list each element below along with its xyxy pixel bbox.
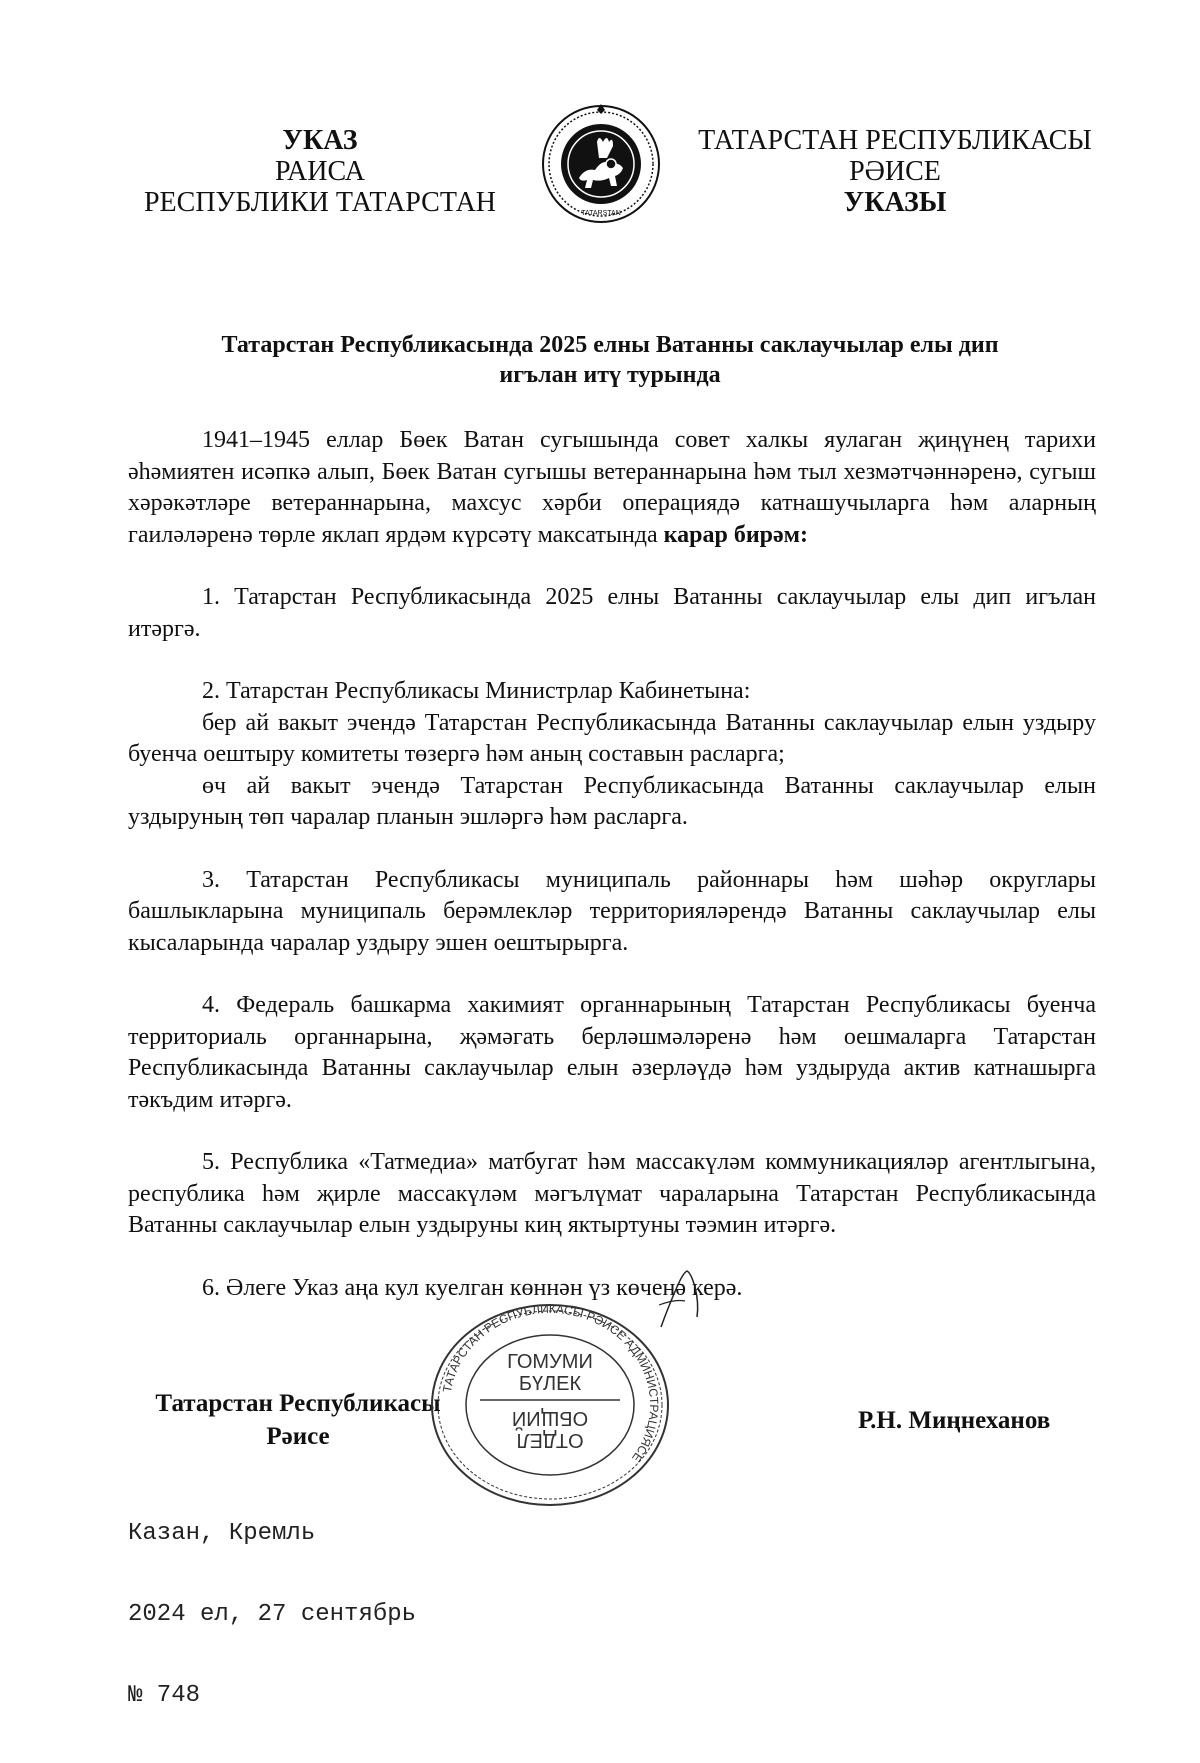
place-date-block bbox=[128, 1466, 416, 1763]
preamble-paragraph bbox=[128, 425, 1096, 551]
header-left-line-3: РЕСПУБЛИКИ ТАТАРСТАН bbox=[143, 187, 497, 218]
item-3: 3. Татарстан Республикасы муниципаль районнары һәм шәһәр округлары башлыкларына муниципаль берәмлекләр территорияләрендә Ватанны саклаучылар елы кысаларында чаралар уздыру эшен оештырырга. bbox=[128, 866, 1096, 956]
signature-title-line-2: Рәисе bbox=[266, 1423, 330, 1450]
stamp-center-top-1: ГОМУМИ bbox=[507, 1351, 593, 1373]
header-right-line-1: ТАТАРСТАН РЕСПУБЛИКАСЫ bbox=[698, 125, 1092, 156]
item-2b: өч ай вакыт эчендә Татарстан Республикасында Ватанны саклаучылар елын уздыруның төп чаралар планын эшләргә һәм расларга. bbox=[128, 772, 1096, 830]
signature-title-line-1: Татарстан Республикасы bbox=[155, 1390, 441, 1417]
header-left bbox=[120, 125, 520, 218]
preamble-bold: карар бирәм: bbox=[663, 521, 808, 548]
date: 2024 ел, 27 сентябрь bbox=[128, 1601, 417, 1628]
header-right-line-2: РӘИСЕ bbox=[849, 156, 941, 187]
decree-title-line-1: Татарстан Республикасында 2025 елны Ватанны саклаучылар елы дип bbox=[221, 332, 999, 358]
place: Казан, Кремль bbox=[128, 1520, 316, 1547]
preamble-text: 1941–1945 еллар Бөек Ватан сугышында совет халкы яулаган җиңүнең тарихи әһәмиятен исәпкә алып, Бөек Ватан сугышы ветераннарына һәм тыл хезмәтчәннәренә, сугыш хәрәкәтләре ветераннарына, махсус хәрби операциядә катнашучыларга һәм аларның гаиләләренә төрле яклап ярдәм күрсәтү максатында bbox=[128, 427, 1096, 548]
official-stamp-icon bbox=[410, 1300, 690, 1510]
item-6: 6. Әлеге Указ аңа кул куелган көннән үз көченә керә. bbox=[202, 1274, 743, 1301]
stamp-center-top-2: БҮЛЕК bbox=[518, 1373, 582, 1395]
stamp-center-bottom-1: ОТДЕЛ bbox=[516, 1429, 584, 1451]
tatarstan-emblem-icon bbox=[537, 98, 665, 226]
header-left-line-1: УКАЗ bbox=[282, 125, 358, 156]
header-left-line-2: РАИСА bbox=[275, 156, 365, 187]
emblem-text: TATARSTAN bbox=[581, 210, 621, 217]
decree-number: № 748 bbox=[128, 1682, 201, 1709]
item-2a: бер ай вакыт эчендә Татарстан Республикасында Ватанны саклаучылар елын уздыру буенча оештыру комитеты төзергә һәм аның составын расларга; bbox=[128, 709, 1096, 767]
decree-title bbox=[125, 330, 1095, 390]
header-right-line-3: УКАЗЫ bbox=[843, 187, 947, 218]
stamp-center-bottom-2: ОБЩИЙ bbox=[511, 1407, 589, 1429]
item-4: 4. Федераль башкарма хакимият органнарының Татарстан Республикасы буенча территориаль органнарына, җәмәгать берләшмәләренә һәм оешмаларга Татарстан Республикасында Ватанны саклаучылар елын әзерләүдә һәм уздыруда актив катнашырга тәкъдим итәргә. bbox=[128, 992, 1096, 1113]
stamp-ring-text: ТАТАРСТАН РЕСПУБЛИКАСЫ РӘИСЕ АДМИНИСТРАЦИЯСЕ bbox=[439, 1301, 662, 1465]
decree-body bbox=[128, 425, 1096, 1304]
decree-title-line-2: игълан итү турында bbox=[499, 362, 721, 388]
item-1: 1. Татарстан Республикасында 2025 елны Ватанны саклаучылар елы дип игълан итәргә. bbox=[128, 584, 1096, 642]
item-2: 2. Татарстан Республикасы Министрлар Кабинетына: bbox=[202, 678, 751, 704]
signatory-name: Р.Н. Миңнеханов bbox=[858, 1407, 1051, 1434]
item-5: 5. Республика «Татмедиа» матбугат һәм массакүләм коммуникацияләр агентлыгына, республика һәм җирле массакүләм мәгълүмат чараларына Татарстан Республикасында Ватанны саклаучылар елын уздыруны киң яктыртуны тәэмин итәргә. bbox=[128, 1149, 1096, 1238]
header-right bbox=[685, 125, 1105, 218]
